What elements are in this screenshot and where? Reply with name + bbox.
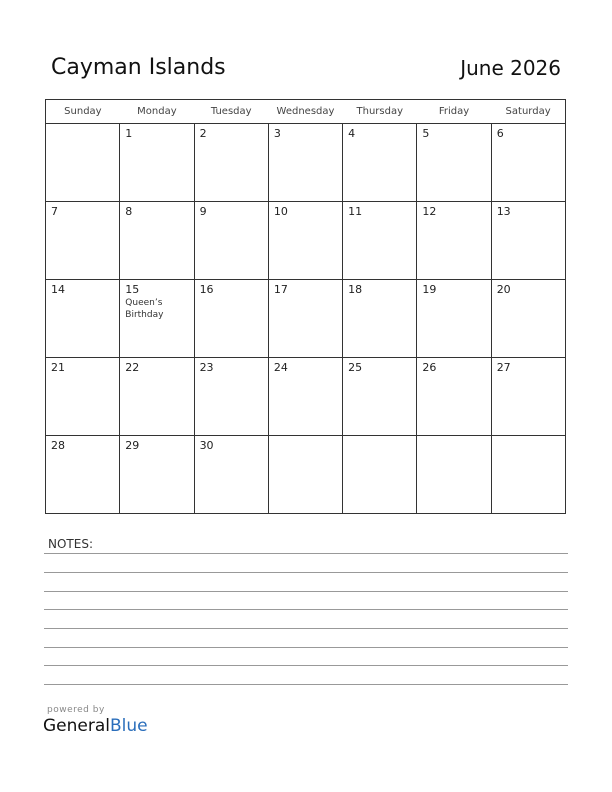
day-number: 6 — [496, 127, 504, 140]
day-number: 2 — [199, 127, 207, 140]
day-cell[interactable] — [491, 280, 565, 358]
day-cell[interactable] — [268, 124, 342, 202]
notes-label: NOTES: — [48, 537, 93, 551]
day-number: 8 — [125, 205, 133, 218]
month-title: June 2026 — [460, 56, 561, 80]
day-number: 26 — [422, 361, 437, 374]
day-cell[interactable] — [417, 202, 491, 280]
day-cell[interactable] — [194, 202, 268, 280]
week-row — [46, 436, 566, 514]
weekday-thursday: Thursday — [343, 100, 417, 124]
notes-line — [44, 553, 568, 554]
day-number: 10 — [273, 205, 288, 218]
day-number: 12 — [422, 205, 437, 218]
day-cell[interactable] — [417, 436, 491, 514]
day-cell[interactable] — [343, 280, 417, 358]
day-number: 29 — [125, 439, 140, 452]
weekday-saturday: Saturday — [491, 100, 565, 124]
holiday-label: Queen’s Birthday — [125, 298, 164, 320]
powered-by-text: powered by — [47, 705, 105, 715]
day-number: 24 — [273, 361, 288, 374]
day-cell[interactable] — [46, 280, 120, 358]
day-number: 23 — [199, 361, 214, 374]
day-number: 15 — [125, 283, 140, 296]
week-row — [46, 124, 566, 202]
day-number: 5 — [422, 127, 430, 140]
day-cell[interactable] — [491, 202, 565, 280]
day-number: 11 — [348, 205, 363, 218]
notes-line — [44, 609, 568, 610]
day-number: 1 — [125, 127, 133, 140]
day-number: 14 — [51, 283, 65, 296]
day-cell[interactable] — [120, 202, 194, 280]
day-number: 27 — [496, 361, 511, 374]
day-cell[interactable] — [417, 124, 491, 202]
day-cell[interactable] — [491, 358, 565, 436]
brand-logo[interactable] — [43, 716, 148, 736]
weekday-friday: Friday — [417, 100, 491, 124]
notes-line — [44, 684, 568, 685]
day-cell[interactable] — [491, 436, 565, 514]
day-cell[interactable] — [46, 124, 120, 202]
day-number: 22 — [125, 361, 140, 374]
day-number: 7 — [51, 205, 58, 218]
brand-blue: Blue — [110, 716, 148, 736]
day-number: 16 — [199, 283, 214, 296]
day-cell[interactable] — [343, 124, 417, 202]
day-cell[interactable] — [268, 280, 342, 358]
notes-line — [44, 572, 568, 573]
day-cell[interactable] — [343, 202, 417, 280]
day-cell[interactable] — [120, 280, 194, 358]
day-number: 19 — [422, 283, 437, 296]
day-number: 4 — [348, 127, 356, 140]
day-cell[interactable] — [194, 280, 268, 358]
day-number: 30 — [199, 439, 214, 452]
weekday-monday: Monday — [120, 100, 194, 124]
day-cell[interactable] — [46, 436, 120, 514]
weekday-header-row — [46, 100, 566, 124]
day-cell[interactable] — [120, 436, 194, 514]
country-title: Cayman Islands — [51, 55, 226, 80]
day-cell[interactable] — [194, 436, 268, 514]
day-number: 20 — [496, 283, 511, 296]
weekday-tuesday: Tuesday — [194, 100, 268, 124]
day-cell[interactable] — [268, 436, 342, 514]
day-cell[interactable] — [194, 124, 268, 202]
day-cell[interactable] — [343, 358, 417, 436]
notes-line — [44, 665, 568, 666]
notes-line — [44, 647, 568, 648]
calendar-grid — [45, 99, 566, 514]
day-number: 21 — [51, 361, 65, 374]
day-number: 3 — [273, 127, 281, 140]
brand-general: General — [43, 716, 110, 736]
weekday-sunday: Sunday — [46, 100, 120, 124]
week-row — [46, 358, 566, 436]
weekday-wednesday: Wednesday — [268, 100, 342, 124]
day-number: 9 — [199, 205, 207, 218]
day-cell[interactable] — [194, 358, 268, 436]
day-cell[interactable] — [120, 358, 194, 436]
day-cell[interactable] — [491, 124, 565, 202]
notes-line — [44, 628, 568, 629]
day-cell[interactable] — [46, 358, 120, 436]
day-cell[interactable] — [46, 202, 120, 280]
week-row — [46, 202, 566, 280]
day-cell[interactable] — [268, 202, 342, 280]
day-cell[interactable] — [120, 124, 194, 202]
day-cell[interactable] — [417, 358, 491, 436]
week-row — [46, 280, 566, 358]
day-cell[interactable] — [343, 436, 417, 514]
day-number: 13 — [496, 205, 511, 218]
day-number: 28 — [51, 439, 65, 452]
day-cell[interactable] — [268, 358, 342, 436]
day-number: 25 — [348, 361, 363, 374]
notes-line — [44, 591, 568, 592]
day-number: 18 — [348, 283, 363, 296]
day-number: 17 — [273, 283, 288, 296]
day-cell[interactable] — [417, 280, 491, 358]
